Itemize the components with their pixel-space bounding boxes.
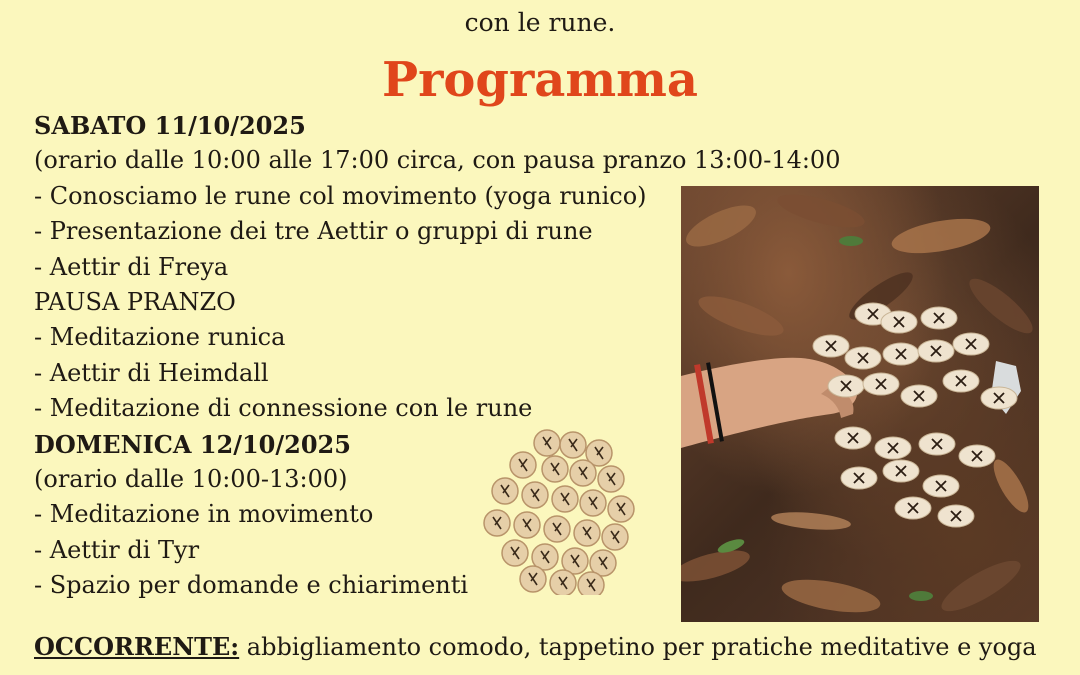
page-title: Programma bbox=[381, 52, 699, 108]
intro-text-tail: con le rune. bbox=[464, 8, 616, 37]
occorrente-line bbox=[34, 632, 1037, 661]
rune-stones-image bbox=[475, 425, 645, 595]
saturday-afternoon-item: - Aettir di Heimdall bbox=[34, 358, 269, 387]
saturday-item: - Presentazione dei tre Aettir o gruppi di rune bbox=[34, 217, 593, 246]
sunday-item: - Spazio per domande e chiarimenti bbox=[34, 571, 469, 600]
sunday-item: - Meditazione in movimento bbox=[34, 500, 374, 529]
saturday-afternoon-item: - Meditazione di connessione con le rune bbox=[34, 394, 533, 423]
saturday-item: - Aettir di Freya bbox=[34, 252, 229, 281]
lunch-break: PAUSA PRANZO bbox=[34, 288, 236, 317]
saturday-heading: SABATO 11/10/2025 bbox=[34, 111, 306, 140]
occorrente-label: OCCORRENTE: bbox=[34, 632, 240, 661]
runes-forest-photo bbox=[681, 186, 1039, 622]
sunday-heading: DOMENICA 12/10/2025 bbox=[34, 429, 351, 459]
saturday-afternoon-item: - Meditazione runica bbox=[34, 323, 286, 352]
sunday-hours: (orario dalle 10:00-13:00) bbox=[34, 465, 348, 494]
occorrente-text: abbigliamento comodo, tappetino per pratiche meditative e yoga bbox=[239, 633, 1037, 661]
saturday-item: - Conosciamo le rune col movimento (yoga runico) bbox=[34, 181, 647, 210]
sunday-item: - Aettir di Tyr bbox=[34, 535, 200, 564]
saturday-hours: (orario dalle 10:00 alle 17:00 circa, con pausa pranzo 13:00-14:00 bbox=[34, 146, 841, 175]
